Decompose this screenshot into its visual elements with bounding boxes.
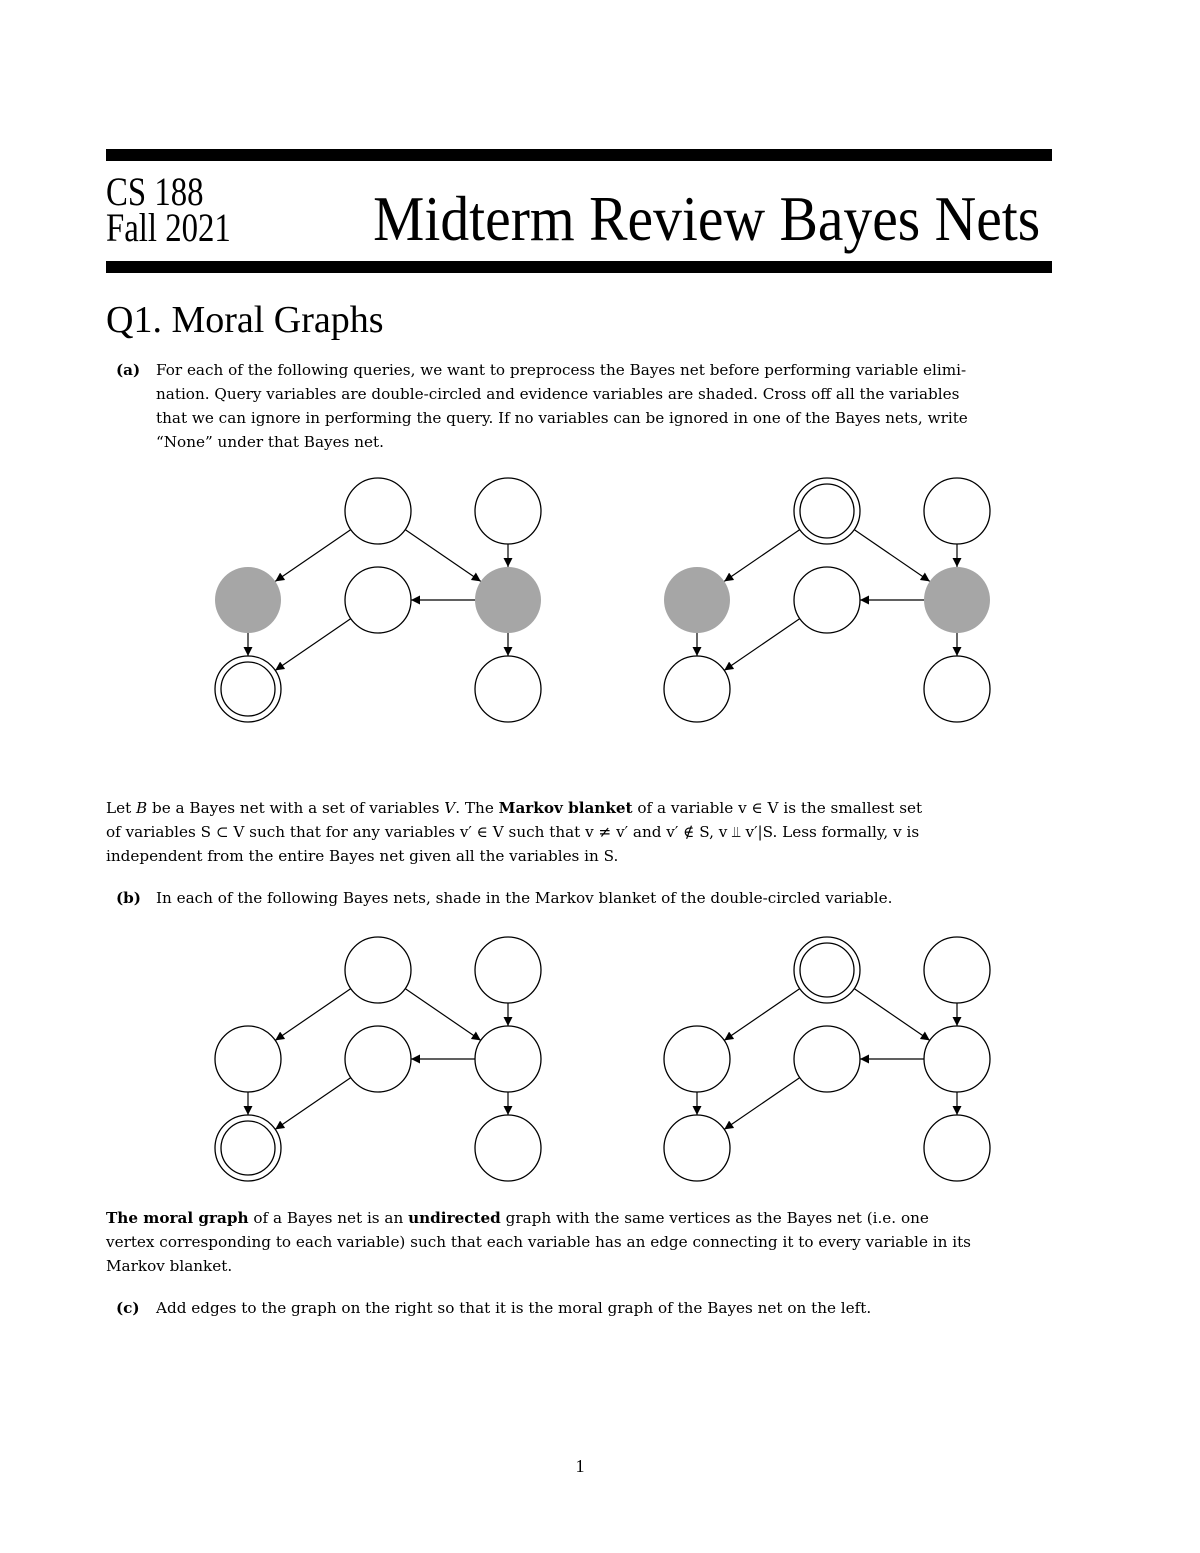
part-a-line-3: that we can ignore in performing the query. If no variables can be ignored in one of the Bayes nets, write bbox=[156, 409, 968, 427]
markov-text: of a variable v ∈ V is the smallest set bbox=[632, 799, 923, 817]
part-c-text: Add edges to the graph on the right so that it is the moral graph of the Bayes net on the left. bbox=[156, 1299, 872, 1317]
node-mid-right-shaded bbox=[475, 567, 541, 633]
edge-top-mid-to-mid-left bbox=[275, 530, 351, 582]
document-title: Midterm Review Bayes Nets bbox=[372, 183, 1040, 254]
moral-text: The bbox=[106, 1209, 144, 1227]
markov-line-3: independent from the entire Bayes net given all the variables in S. bbox=[106, 847, 619, 865]
node-mid-mid bbox=[794, 567, 860, 633]
node-top-mid bbox=[345, 937, 411, 1003]
markov-blanket-paragraph bbox=[106, 796, 922, 868]
edge-top-mid-to-mid-right bbox=[405, 989, 481, 1041]
edge-top-mid-to-mid-left bbox=[275, 989, 351, 1041]
edge-mid-mid-to-bottom-left bbox=[275, 1078, 351, 1130]
math-V: V bbox=[444, 799, 456, 817]
node-bottom-left bbox=[664, 656, 730, 722]
part-a-label: (a) bbox=[116, 361, 141, 379]
edge-top-mid-to-mid-left bbox=[724, 989, 800, 1041]
node-mid-left bbox=[664, 1026, 730, 1092]
node-mid-left-shaded bbox=[664, 567, 730, 633]
bayes-net-b-right bbox=[664, 937, 990, 1181]
moral-line-1 bbox=[106, 1206, 971, 1230]
edge-top-mid-to-mid-right bbox=[854, 530, 930, 582]
node-mid-right bbox=[475, 1026, 541, 1092]
part-b-text: In each of the following Bayes nets, shade in the Markov blanket of the double-circled variable. bbox=[156, 889, 893, 907]
edge-top-mid-to-mid-left bbox=[724, 530, 800, 582]
node-top-mid bbox=[345, 478, 411, 544]
node-mid-mid bbox=[345, 567, 411, 633]
node-bottom-right bbox=[475, 1115, 541, 1181]
node-top-mid-double-circled bbox=[794, 478, 860, 544]
bayes-net-b-left bbox=[215, 937, 541, 1181]
part-a-line-4: “None” under that Bayes net. bbox=[156, 433, 384, 451]
node-top-right bbox=[475, 937, 541, 1003]
node-mid-right-shaded bbox=[924, 567, 990, 633]
moral-graph-paragraph bbox=[106, 1206, 971, 1278]
node-mid-left bbox=[215, 1026, 281, 1092]
markov-line-1 bbox=[106, 796, 922, 820]
math-B: B bbox=[136, 799, 148, 817]
node-bottom-right bbox=[924, 656, 990, 722]
node-top-right bbox=[924, 937, 990, 1003]
markov-blanket-term: Markov blanket bbox=[498, 799, 633, 817]
part-b-label: (b) bbox=[116, 889, 141, 907]
node-mid-left-shaded bbox=[215, 567, 281, 633]
moral-line-3: Markov blanket. bbox=[106, 1257, 233, 1275]
markov-line-2: of variables S ⊂ V such that for any variables v′ ∈ V such that v ≠ v′ and v′ ∉ S, v ⫫ v′|S. Less formally, v is bbox=[106, 823, 920, 841]
edge-mid-mid-to-bottom-left bbox=[724, 619, 800, 671]
undirected-term: undirected bbox=[408, 1209, 501, 1227]
node-bottom-left-double-circled bbox=[215, 656, 281, 722]
node-bottom-right bbox=[475, 656, 541, 722]
bayes-net-a-right bbox=[664, 478, 990, 722]
node-top-right bbox=[475, 478, 541, 544]
part-c-label: (c) bbox=[116, 1299, 140, 1317]
moral-graph-term: moral graph bbox=[143, 1209, 249, 1227]
part-a-line-2: nation. Query variables are double-circled and evidence variables are shaded. Cross off all the variables bbox=[156, 385, 960, 403]
edge-top-mid-to-mid-right bbox=[854, 989, 930, 1041]
node-mid-mid bbox=[794, 1026, 860, 1092]
page-number: 1 bbox=[575, 1456, 585, 1476]
node-bottom-left bbox=[664, 1115, 730, 1181]
markov-text: . bbox=[455, 799, 465, 817]
course-term: Fall 2021 bbox=[106, 205, 231, 250]
edge-mid-mid-to-bottom-left bbox=[275, 619, 351, 671]
node-mid-right bbox=[924, 1026, 990, 1092]
markov-text: be a Bayes net with a set of variables bbox=[147, 799, 445, 817]
node-top-mid-double-circled bbox=[794, 937, 860, 1003]
node-bottom-left-double-circled bbox=[215, 1115, 281, 1181]
moral-line-2: vertex corresponding to each variable) such that each variable has an edge connecting it to every variable in its bbox=[106, 1233, 971, 1251]
markov-text: The bbox=[464, 799, 499, 817]
node-mid-mid bbox=[345, 1026, 411, 1092]
markov-text: Let bbox=[106, 799, 137, 817]
node-top-right bbox=[924, 478, 990, 544]
section-title: Q1. Moral Graphs bbox=[106, 299, 384, 341]
course-code: CS 188 bbox=[106, 169, 204, 214]
part-a-line-1: For each of the following queries, we want to preprocess the Bayes net before performing variable elimi- bbox=[156, 361, 967, 379]
moral-text: of a Bayes net is an bbox=[248, 1209, 409, 1227]
moral-text: graph with the same vertices as the Bayes net (i.e. one bbox=[500, 1209, 929, 1227]
node-bottom-right bbox=[924, 1115, 990, 1181]
bayes-net-a-left bbox=[215, 478, 541, 722]
edge-mid-mid-to-bottom-left bbox=[724, 1078, 800, 1130]
edge-top-mid-to-mid-right bbox=[405, 530, 481, 582]
